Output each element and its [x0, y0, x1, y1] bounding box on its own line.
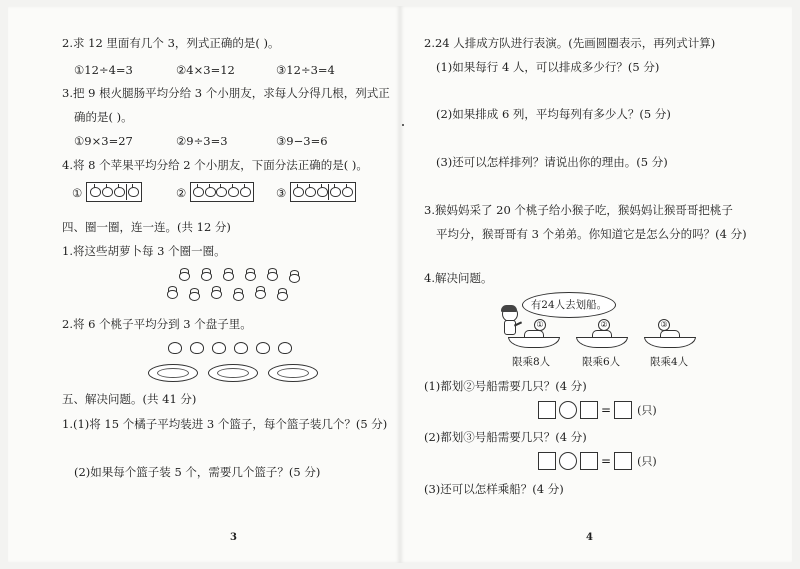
apple-icon: [102, 187, 113, 197]
operator-circle[interactable]: [559, 452, 577, 470]
peach-icon: [190, 342, 204, 354]
answer-box[interactable]: [538, 401, 556, 419]
binding-mark: [402, 124, 404, 126]
boat-2-mark: ②: [598, 319, 610, 331]
answer-equation-1: [538, 401, 657, 419]
boat-2-label: 限乘6人: [582, 356, 621, 368]
apple-icon: [90, 187, 101, 197]
page-number: 3: [230, 532, 237, 543]
section4-title: 四、圈一圈，连一连。(共 12 分): [62, 220, 231, 234]
q3-option-2: ②9÷3=3: [176, 134, 228, 148]
boat-1-mark: ①: [534, 319, 546, 331]
apple-icon: [128, 187, 139, 197]
q3-line1: 3.把 9 根火腿肠平均分给 3 个小朋友，求每人分得几根，列式正: [62, 86, 390, 100]
page-3: [8, 6, 400, 563]
answer-equation-2: [538, 452, 657, 470]
apple-icon: [330, 187, 341, 197]
carrot-icon: [222, 268, 233, 278]
peach-icon: [168, 342, 182, 354]
answer-box[interactable]: [580, 401, 598, 419]
boat-3-mark: ③: [658, 319, 670, 331]
section4-q2: 2.将 6 个桃子平均分到 3 个盘子里。: [62, 317, 252, 331]
q2-option-3: ③12÷3=4: [276, 63, 335, 77]
apple-icon: [114, 187, 125, 197]
page-4: [400, 6, 792, 563]
carrot-icon: [188, 288, 199, 298]
apple-icon: [228, 187, 239, 197]
r-q4-p2: (2)都划③号船需要几只？(4 分): [424, 430, 587, 444]
section5-title: 五、解决问题。(共 41 分): [62, 392, 197, 406]
r-q2-p3: (3)还可以怎样排列？请说出你的理由。(5 分): [436, 155, 668, 169]
peach-icon: [256, 342, 270, 354]
page-number: 4: [586, 532, 593, 543]
equals-sign: =: [601, 403, 612, 417]
section4-q1: 1.将这些胡萝卜每 3 个圈一圈。: [62, 244, 226, 258]
operator-circle[interactable]: [559, 401, 577, 419]
r-q4-p1: (1)都划②号船需要几只？(4 分): [424, 379, 587, 393]
apple-box-option-2: [190, 182, 254, 202]
q4-mark-3: ③: [276, 186, 287, 200]
answer-box[interactable]: [614, 401, 632, 419]
apple-icon: [193, 187, 204, 197]
speech-bubble: 有24人去划船。: [522, 292, 616, 318]
plate-icon: [148, 364, 198, 382]
q3-line2: 确的是( )。: [74, 110, 133, 124]
q4-mark-1: ①: [72, 186, 83, 200]
peach-icon: [212, 342, 226, 354]
q3-option-3: ③9−3=6: [276, 134, 328, 148]
section5-q1a: 1.(1)将 15 个橘子平均装进 3 个篮子，每个篮子装几个？(5 分): [62, 417, 388, 431]
answer-box[interactable]: [614, 452, 632, 470]
peach-icon: [234, 342, 248, 354]
apple-icon: [317, 187, 328, 197]
q4-mark-2: ②: [176, 186, 187, 200]
apple-box-option-3: [290, 182, 356, 202]
boat-icon-2: [576, 328, 628, 348]
r-q4-p3: (3)还可以怎样乘船？(4 分): [424, 482, 564, 496]
carrot-icon: [200, 268, 211, 278]
apple-icon: [205, 187, 216, 197]
q3-option-1: ①9×3=27: [74, 134, 133, 148]
carrot-icon: [254, 286, 265, 296]
plate-icon: [268, 364, 318, 382]
boat-icon-1: [508, 328, 560, 348]
r-q3-line1: 3.猴妈妈采了 20 个桃子给小猴子吃，猴妈妈让猴哥哥把桃子: [424, 203, 733, 217]
answer-box[interactable]: [580, 452, 598, 470]
boat-icon-3: [644, 328, 696, 348]
peach-icon: [278, 342, 292, 354]
boat-1-label: 限乘8人: [512, 356, 551, 368]
carrot-icon: [166, 286, 177, 296]
q4-stem: 4.将 8 个苹果平均分给 2 个小朋友，下面分法正确的是( )。: [62, 158, 368, 172]
divider: [126, 184, 127, 200]
equals-sign: =: [601, 454, 612, 468]
r-q4-title: 4.解决问题。: [424, 271, 493, 285]
carrot-icon: [244, 268, 255, 278]
q2-option-1: ①12÷4=3: [74, 63, 133, 77]
apple-icon: [342, 187, 353, 197]
q2-stem: 2.求 12 里面有几个 3，列式正确的是( )。: [62, 36, 280, 50]
section5-q1b: (2)如果每个篮子装 5 个，需要几个篮子？(5 分): [74, 465, 321, 479]
carrot-icon: [266, 268, 277, 278]
r-q2-stem: 2.24 人排成方队进行表演。(先画圆圈表示，再列式计算): [424, 36, 716, 50]
carrot-icon: [210, 286, 221, 296]
carrot-icon: [232, 288, 243, 298]
unit-label: (只): [637, 455, 657, 468]
q2-option-2: ②4×3=12: [176, 63, 235, 77]
unit-label: (只): [637, 404, 657, 417]
apple-icon: [305, 187, 316, 197]
r-q2-p2: (2)如果排成 6 列，平均每列有多少人？(5 分): [436, 107, 671, 121]
r-q3-line2: 平均分，猴哥哥有 3 个弟弟。你知道它是怎么分的吗？(4 分): [436, 227, 747, 241]
apple-icon: [240, 187, 251, 197]
carrot-icon: [288, 270, 299, 280]
answer-box[interactable]: [538, 452, 556, 470]
r-q2-p1: (1)如果每行 4 人，可以排成多少行？(5 分): [436, 60, 660, 74]
carrot-icon: [276, 288, 287, 298]
apple-icon: [216, 187, 227, 197]
apple-icon: [293, 187, 304, 197]
apple-box-option-1: [86, 182, 142, 202]
plate-icon: [208, 364, 258, 382]
boat-3-label: 限乘4人: [650, 356, 689, 368]
carrot-icon: [178, 268, 189, 278]
